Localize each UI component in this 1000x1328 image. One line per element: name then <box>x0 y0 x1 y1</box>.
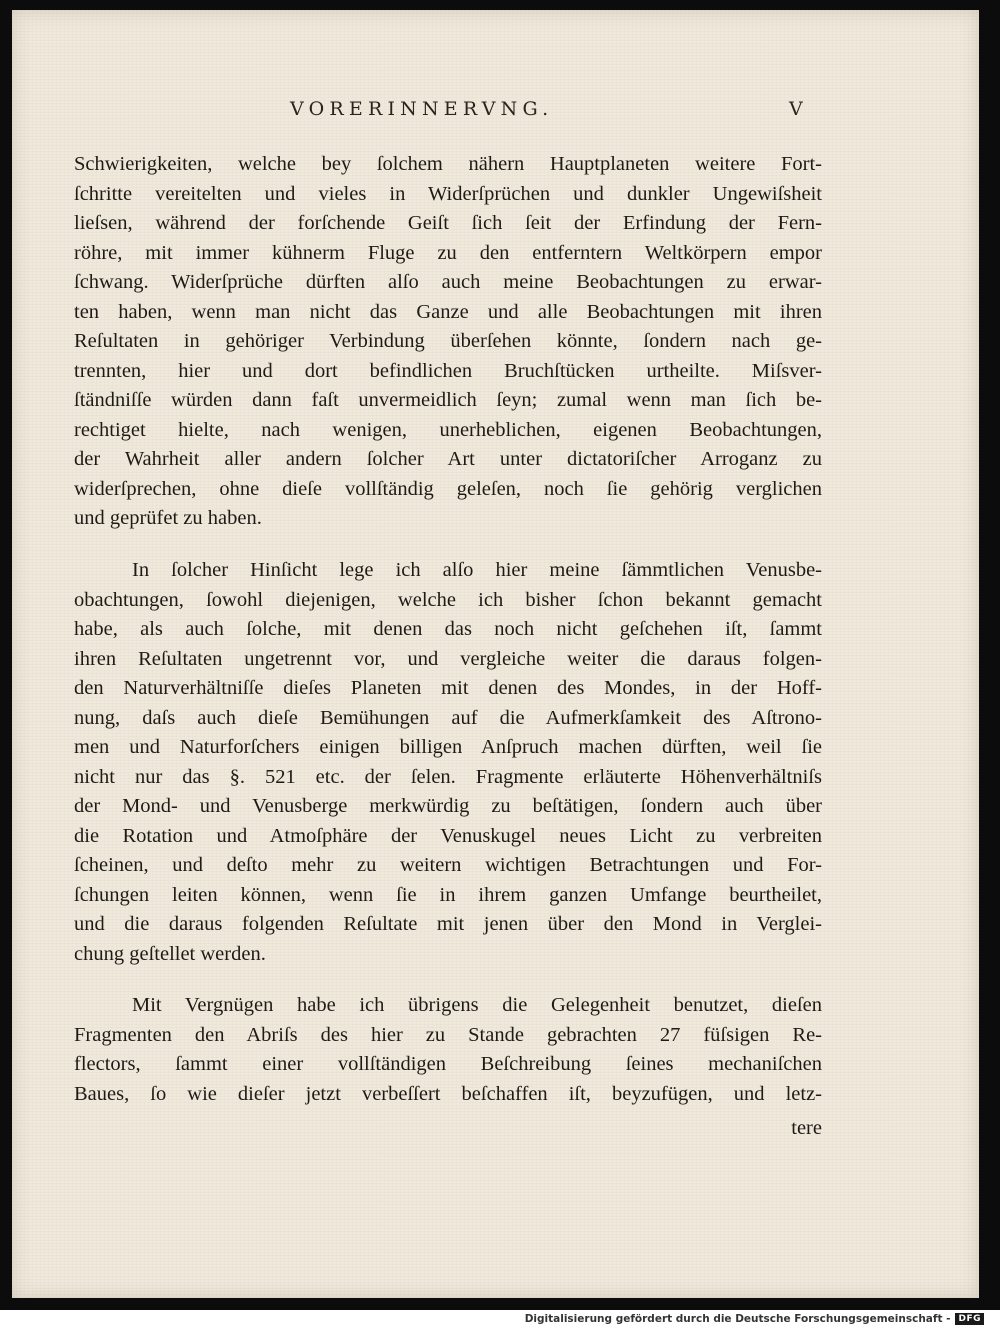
text-line: nung, daſs auch dieſe Bemühungen auf die Aufmerkſamkeit des Aſtrono- <box>74 706 822 729</box>
text-line: der Wahrheit aller andern ſolcher Art unter dictatoriſcher Arroganz zu <box>74 448 822 470</box>
text-line: Schwierigkeiten, welche bey ſolchem nähern Hauptplaneten weitere Fort- <box>74 153 822 175</box>
text-line: habe, als auch ſolche, mit denen das noch nicht geſchehen iſt, ſammt <box>74 618 822 640</box>
dfg-logo: DFG <box>955 1313 984 1325</box>
text-line: ſtändniſſe würden dann faſt unvermeidlich ſeyn; zumal wenn man ſich be- <box>74 389 822 411</box>
text-line: chung geſtellet werden. <box>74 942 266 965</box>
running-head <box>12 98 979 122</box>
text-line: men und Naturforſchers einigen billigen Anſpruch machen dürften, weil ſie <box>74 736 822 758</box>
catchword: tere <box>791 1117 822 1139</box>
text-line: widerſprechen, ohne dieſe vollſtändig geleſen, noch ſie gehörig verglichen <box>74 477 822 500</box>
paragraph-1 <box>74 150 822 534</box>
text-line: In ſolcher Hinſicht lege ich alſo hier meine ſämmtlichen Venusbe- <box>132 559 822 581</box>
text-line: Mit Vergnügen habe ich übrigens die Gelegenheit benutzet, dieſen <box>132 994 822 1016</box>
text-line: nicht nur das §. 521 etc. der ſelen. Fragmente erläuterte Höhenverhältniſs <box>74 765 822 788</box>
text-line: obachtungen, ſowohl diejenigen, welche ich bisher ſchon bekannt gemacht <box>74 588 822 611</box>
text-line: röhre, mit immer kühnerm Fluge zu den entferntern Weltkörpern empor <box>74 241 822 264</box>
text-line: Baues, ſo wie dieſer jetzt verbeſſert beſchaffen iſt, beyzufügen, und letz- <box>74 1082 822 1105</box>
page-number: V <box>789 98 803 120</box>
text-line: Reſultaten in gehöriger Verbindung überſehen könnte, ſondern nach ge- <box>74 330 822 352</box>
book-page <box>12 10 979 1298</box>
credit-text: Digitalisierung gefördert durch die Deutsche Forschungsgemeinschaft - <box>524 1313 951 1325</box>
text-line: den Naturverhältniſſe dieſes Planeten mit denen des Mondes, in der Hoff- <box>74 677 822 699</box>
text-line: ſchritte vereitelten und vieles in Widerſprüchen und dunkler Ungewiſsheit <box>74 182 822 205</box>
text-line: ſcheinen, und deſto mehr zu weitern wichtigen Betrachtungen und For- <box>74 854 822 876</box>
text-line: ſchwang. Widerſprüche dürften alſo auch meine Beobachtungen zu erwar- <box>74 271 822 293</box>
paragraph-2 <box>74 556 822 969</box>
text-line: ſchungen leiten können, wenn ſie in ihrem ganzen Umfange beurtheilet, <box>74 883 822 906</box>
text-line: lieſsen, während der forſchende Geiſt ſich ſeit der Erfindung der Fern- <box>74 212 822 234</box>
text-line: der Mond- und Venusberge merkwürdig zu beſtätigen, ſondern auch über <box>74 795 822 817</box>
paragraph-3 <box>74 991 822 1109</box>
text-line: rechtiget hielte, nach wenigen, unerheblichen, eigenen Beobachtungen, <box>74 418 822 441</box>
text-line: ihren Reſultaten ungetrennt vor, und vergleiche weiter die daraus folgen- <box>74 647 822 670</box>
catchword-block <box>74 1114 822 1144</box>
text-line: ten haben, wenn man nicht das Ganze und alle Beobachtungen mit ihren <box>74 300 822 323</box>
text-line: Fragmenten den Abriſs des hier zu Stande gebrachten 27 füſsigen Re- <box>74 1023 822 1046</box>
digitization-credit <box>525 1311 984 1327</box>
text-line: und die daraus folgenden Reſultate mit jenen über den Mond in Verglei- <box>74 913 822 935</box>
text-line: flectors, ſammt einer vollſtändigen Beſchreibung ſeines mechaniſchen <box>74 1053 822 1075</box>
text-line: trennten, hier und dort befindlichen Bruchſtücken urtheilte. Miſsver- <box>74 359 822 382</box>
running-title: VORERINNERVNG. <box>290 98 554 120</box>
text-line: und geprüfet zu haben. <box>74 507 262 529</box>
text-line: die Rotation und Atmoſphäre der Venuskugel neues Licht zu verbreiten <box>74 824 822 847</box>
